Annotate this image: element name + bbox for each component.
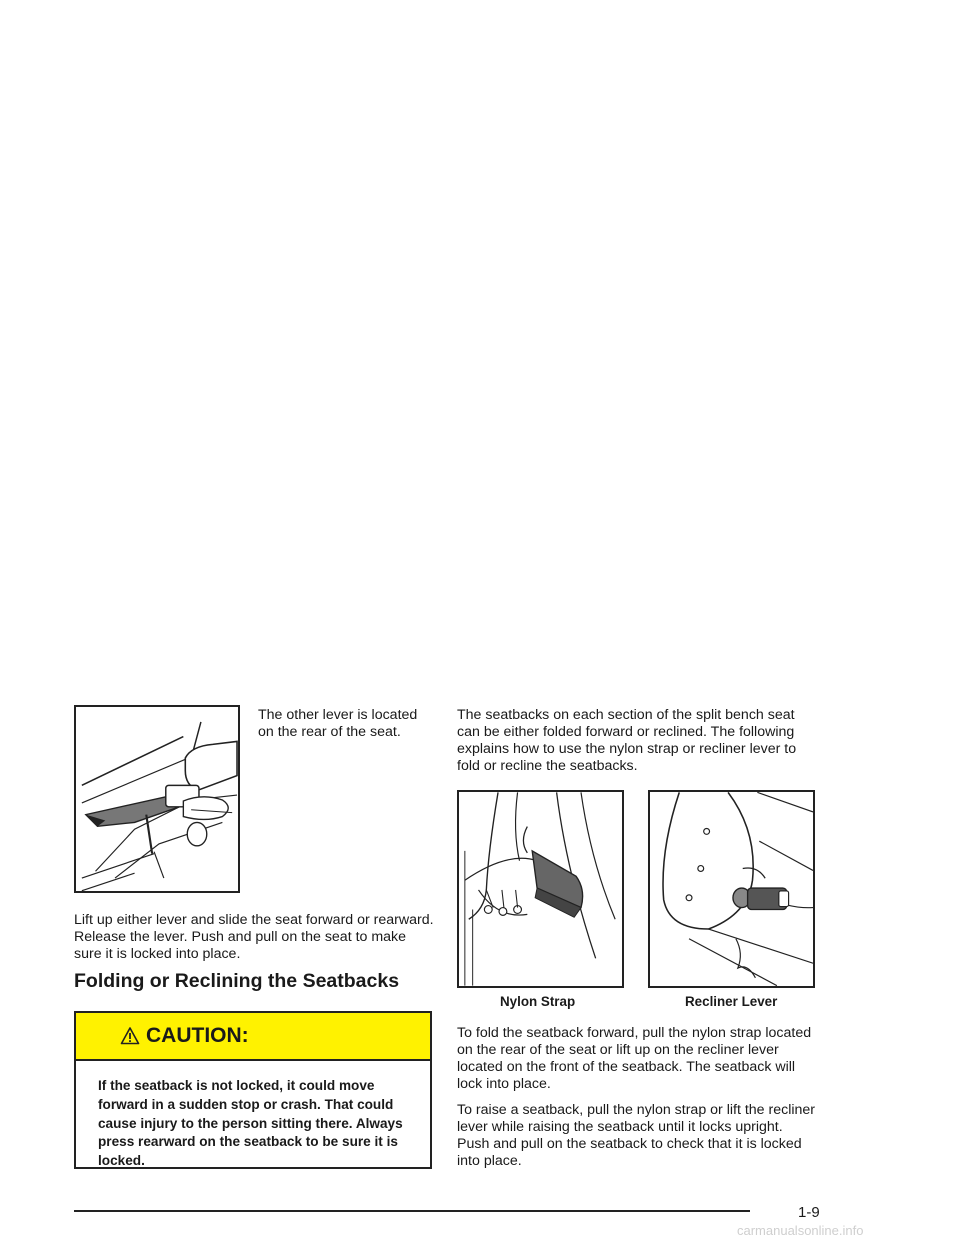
seat-lever-drawing: [76, 707, 238, 891]
caption-nylon-strap: Nylon Strap: [500, 994, 576, 1009]
raise-instructions: To raise a seatback, pull the nylon strap or lift the recliner lever while raising the seatback until it locks upright. Push and pull on the seatback to check that it is locked into place.: [457, 1102, 816, 1169]
recliner-lever-drawing: [650, 792, 813, 986]
nylon-strap-illustration: [457, 790, 624, 988]
caution-header: [76, 1013, 430, 1061]
caption-recliner-lever: Recliner Lever: [685, 994, 778, 1009]
recliner-lever-illustration: [648, 790, 815, 988]
page-number: 1-9: [798, 1204, 820, 1221]
seatback-intro: The seatbacks on each section of the split bench seat can be either folded forward or reclined. The following explains how to use the nylon strap or recliner lever to fold or recline the seatbacks.: [457, 707, 797, 774]
intro-text: The other lever is located on the rear of the seat.: [258, 707, 418, 740]
section-heading: Folding or Reclining the Seatbacks: [74, 970, 400, 992]
caution-box: [74, 1011, 432, 1169]
watermark: carmanualsonline.info: [737, 1223, 864, 1238]
lever-instructions: Lift up either lever and slide the seat forward or rearward. Release the lever. Push and pull on the seat to make sure it is locked into place.: [74, 912, 434, 962]
nylon-strap-drawing: [459, 792, 622, 986]
footer-rule: [74, 1210, 750, 1212]
caution-triangle-icon: [120, 1026, 140, 1046]
seat-lever-illustration: [74, 705, 240, 893]
caution-text: If the seatback is not locked, it could move forward in a sudden stop or crash. That could cause injury to the person sitting there. Always press rearward on the seatback to be sure it is locked.: [98, 1078, 403, 1169]
fold-instructions: To fold the seatback forward, pull the nylon strap located on the rear of the seat or lift up on the recliner lever located on the front of the seatback. The seatback will lock into place.: [457, 1025, 812, 1092]
caution-title: CAUTION:: [146, 1024, 249, 1047]
